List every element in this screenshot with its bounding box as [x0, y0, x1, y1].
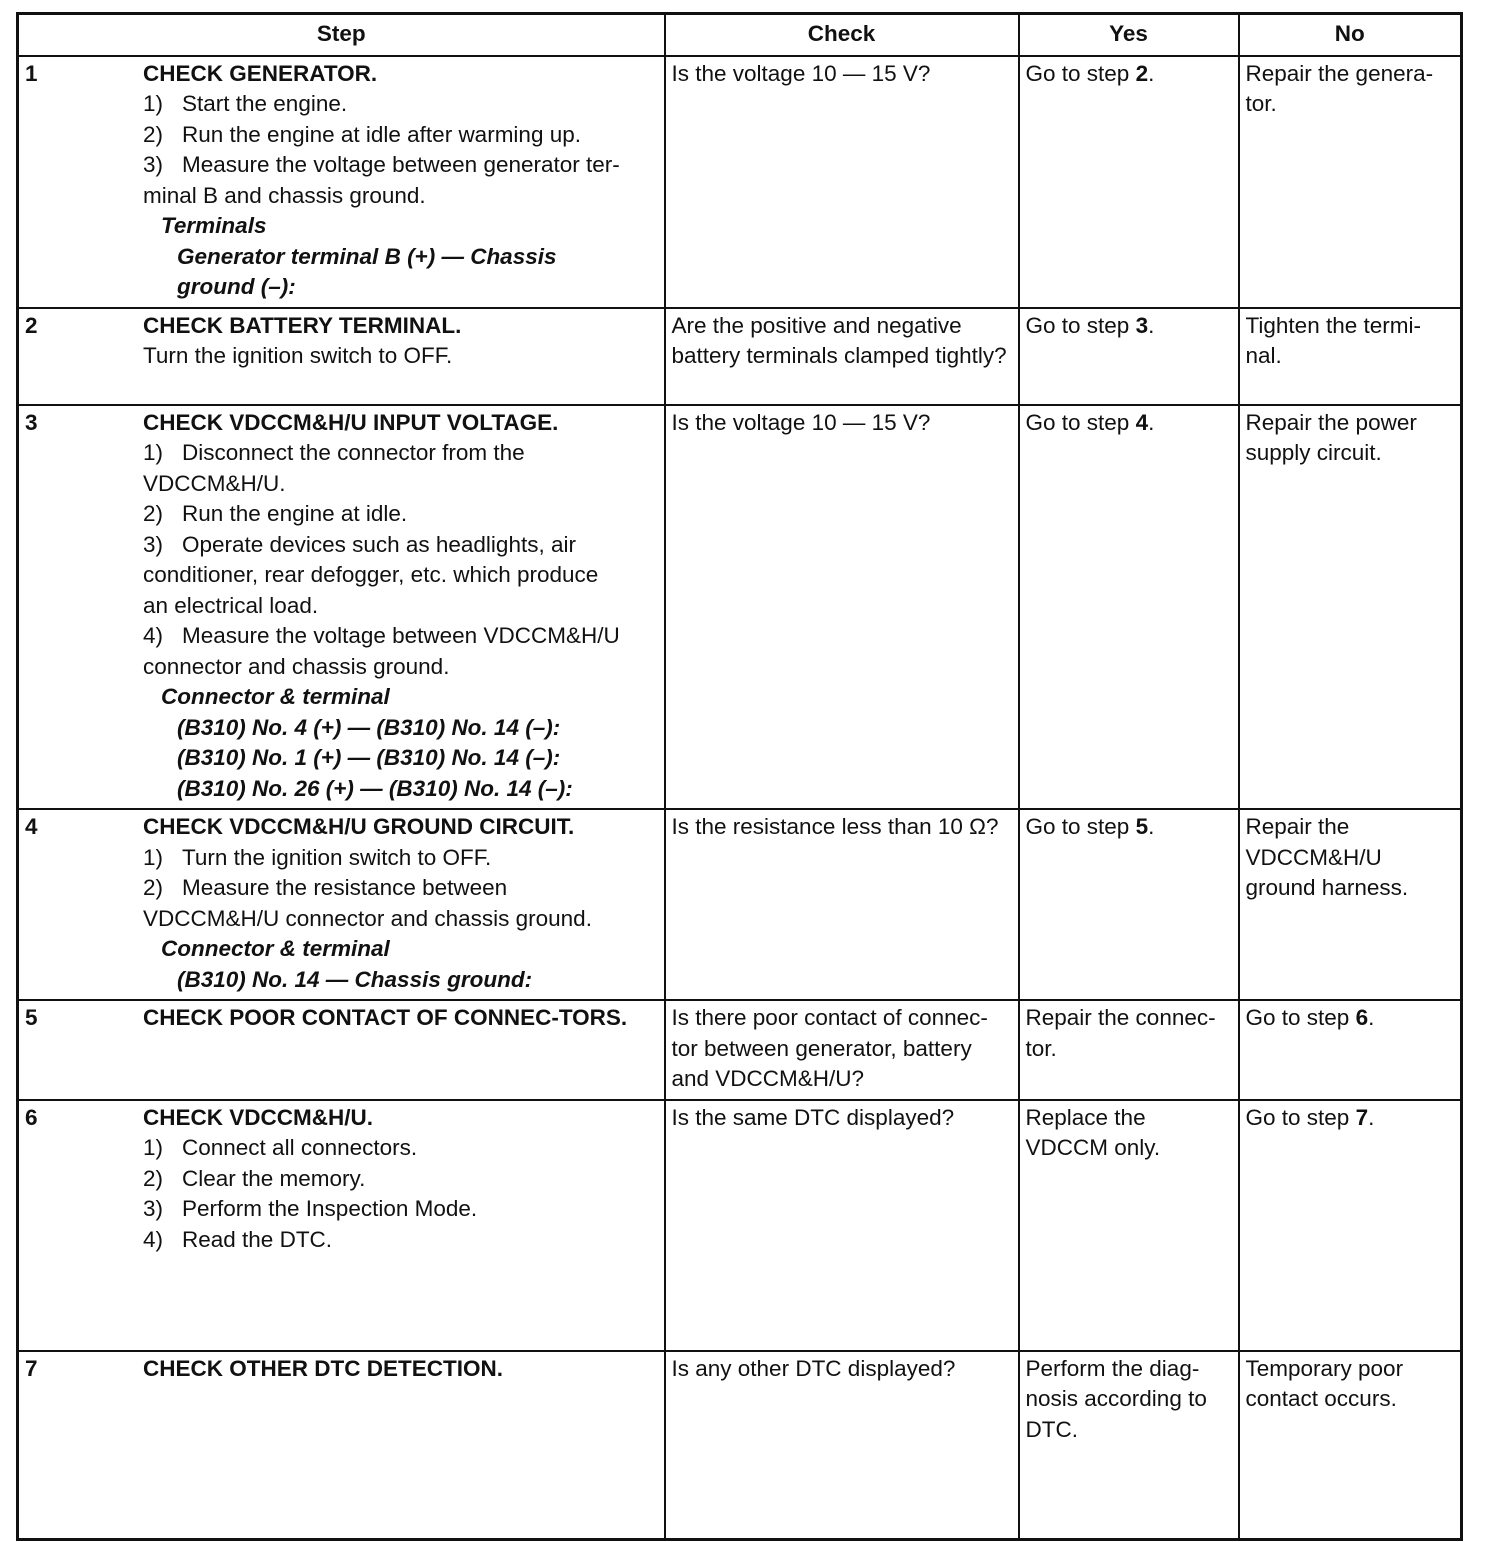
no-cell: Go to step 7. [1239, 1100, 1462, 1351]
check-cell: Is any other DTC displayed? [665, 1351, 1019, 1540]
table-row [18, 405, 1462, 810]
spec-line: (B310) No. 1 (+) — (B310) No. 14 (–): [177, 745, 561, 770]
substep-continuation: VDCCM&H/U. [143, 470, 286, 496]
check-cell: Is the voltage 10 — 15 V? [665, 56, 1019, 308]
header-step: Step [18, 14, 665, 56]
step-title: CHECK VDCCM&H/U INPUT VOLTAGE. [143, 409, 559, 435]
no-cell: Tighten the termi-nal. [1239, 308, 1462, 405]
spec-line: (B310) No. 4 (+) — (B310) No. 14 (–): [177, 714, 561, 740]
step-number: 5 [25, 1005, 38, 1030]
substep-continuation: an electrical load. [143, 592, 319, 618]
substep: 3) Perform the Inspection Mode. [143, 1196, 478, 1221]
substep: 1) Turn the ignition switch to OFF. [143, 844, 492, 870]
table-row [18, 809, 1462, 1000]
spec-line: Generator terminal B (+) — Chassis [177, 243, 557, 269]
step-cell [18, 405, 665, 810]
table-row [18, 56, 1462, 308]
substep: 4) Read the DTC. [143, 1226, 333, 1252]
substep: 3) Operate devices such as headlights, air [143, 531, 576, 557]
step-cell [18, 809, 665, 1000]
substep: 4) Measure the voltage between VDCCM&H/U [143, 623, 620, 648]
header-check: Check [665, 14, 1019, 56]
spec-heading: Connector & terminal [161, 684, 390, 709]
table-row [18, 1100, 1462, 1351]
step-ref: 4 [1135, 409, 1149, 435]
yes-cell: Repair the connec-tor. [1019, 1000, 1239, 1100]
check-cell: Is the same DTC displayed? [665, 1100, 1019, 1351]
step-cell [18, 56, 665, 308]
check-cell: Is there poor contact of connec-tor between generator, battery and VDCCM&H/U? [665, 1000, 1019, 1100]
table-row [18, 1351, 1462, 1540]
step-title: CHECK VDCCM&H/U. [143, 1104, 373, 1130]
step-instruction: Turn the ignition switch to OFF. [143, 343, 453, 368]
step-title: CHECK POOR CONTACT OF CONNEC-TORS. [143, 1005, 628, 1030]
yes-cell: Go to step 5. [1019, 809, 1239, 1000]
substep: 2) Run the engine at idle. [143, 501, 408, 526]
table-row [18, 308, 1462, 405]
yes-cell: Perform the diag-nosis according to DTC. [1019, 1351, 1239, 1540]
substep: 2) Run the engine at idle after warming up. [143, 121, 581, 147]
step-number: 4 [25, 814, 38, 839]
check-cell: Is the resistance less than 10 Ω? [665, 809, 1019, 1000]
step-number: 1 [25, 60, 38, 86]
header-yes: Yes [1019, 14, 1239, 56]
header-no: No [1239, 14, 1462, 56]
no-cell: Repair the genera-tor. [1239, 56, 1462, 308]
substep-continuation: VDCCM&H/U connector and chassis ground. [143, 905, 592, 931]
step-number: 2 [25, 312, 38, 338]
substep-continuation: conditioner, rear defogger, etc. which produce [143, 562, 599, 587]
spec-heading: Terminals [161, 213, 267, 238]
yes-cell: Go to step 2. [1019, 56, 1239, 308]
step-ref: 6 [1355, 1005, 1369, 1030]
check-cell: Are the positive and negative battery terminals clamped tightly? [665, 308, 1019, 405]
no-cell: Go to step 6. [1239, 1000, 1462, 1100]
no-cell: Temporary poor contact occurs. [1239, 1351, 1462, 1540]
step-number: 7 [25, 1355, 38, 1381]
substep-continuation: minal B and chassis ground. [143, 182, 426, 208]
step-title: CHECK BATTERY TERMINAL. [143, 312, 462, 338]
substep: 2) Measure the resistance between [143, 875, 508, 900]
substep-continuation: connector and chassis ground. [143, 653, 450, 679]
step-ref: 3 [1135, 312, 1149, 338]
step-number: 3 [25, 409, 38, 435]
table-row [18, 1000, 1462, 1100]
step-cell [18, 1100, 665, 1351]
yes-cell: Go to step 3. [1019, 308, 1239, 405]
no-cell: Repair the power supply circuit. [1239, 405, 1462, 810]
yes-cell: Go to step 4. [1019, 405, 1239, 810]
substep: 1) Disconnect the connector from the [143, 440, 525, 465]
step-title: CHECK GENERATOR. [143, 60, 378, 86]
substep: 3) Measure the voltage between generator ter- [143, 152, 620, 177]
spec-line: (B310) No. 14 — Chassis ground: [177, 966, 533, 992]
step-ref: 2 [1135, 60, 1149, 86]
header-row [18, 14, 1462, 56]
substep: 2) Clear the memory. [143, 1165, 366, 1191]
step-ref: 5 [1135, 814, 1149, 839]
spec-heading: Connector & terminal [161, 936, 390, 961]
step-ref: 7 [1355, 1104, 1369, 1130]
substep: 1) Start the engine. [143, 91, 348, 116]
step-title: CHECK VDCCM&H/U GROUND CIRCUIT. [143, 814, 575, 839]
step-cell [18, 1000, 665, 1100]
step-number: 6 [25, 1104, 38, 1130]
no-cell: Repair the VDCCM&H/U ground harness. [1239, 809, 1462, 1000]
substep: 1) Connect all connectors. [143, 1135, 418, 1160]
step-cell [18, 308, 665, 405]
yes-cell: Replace the VDCCM only. [1019, 1100, 1239, 1351]
step-title: CHECK OTHER DTC DETECTION. [143, 1355, 503, 1381]
check-cell: Is the voltage 10 — 15 V? [665, 405, 1019, 810]
diagnostic-table [16, 12, 1463, 1541]
step-cell [18, 1351, 665, 1540]
spec-line: ground (–): [177, 274, 296, 299]
spec-line: (B310) No. 26 (+) — (B310) No. 14 (–): [177, 775, 573, 801]
